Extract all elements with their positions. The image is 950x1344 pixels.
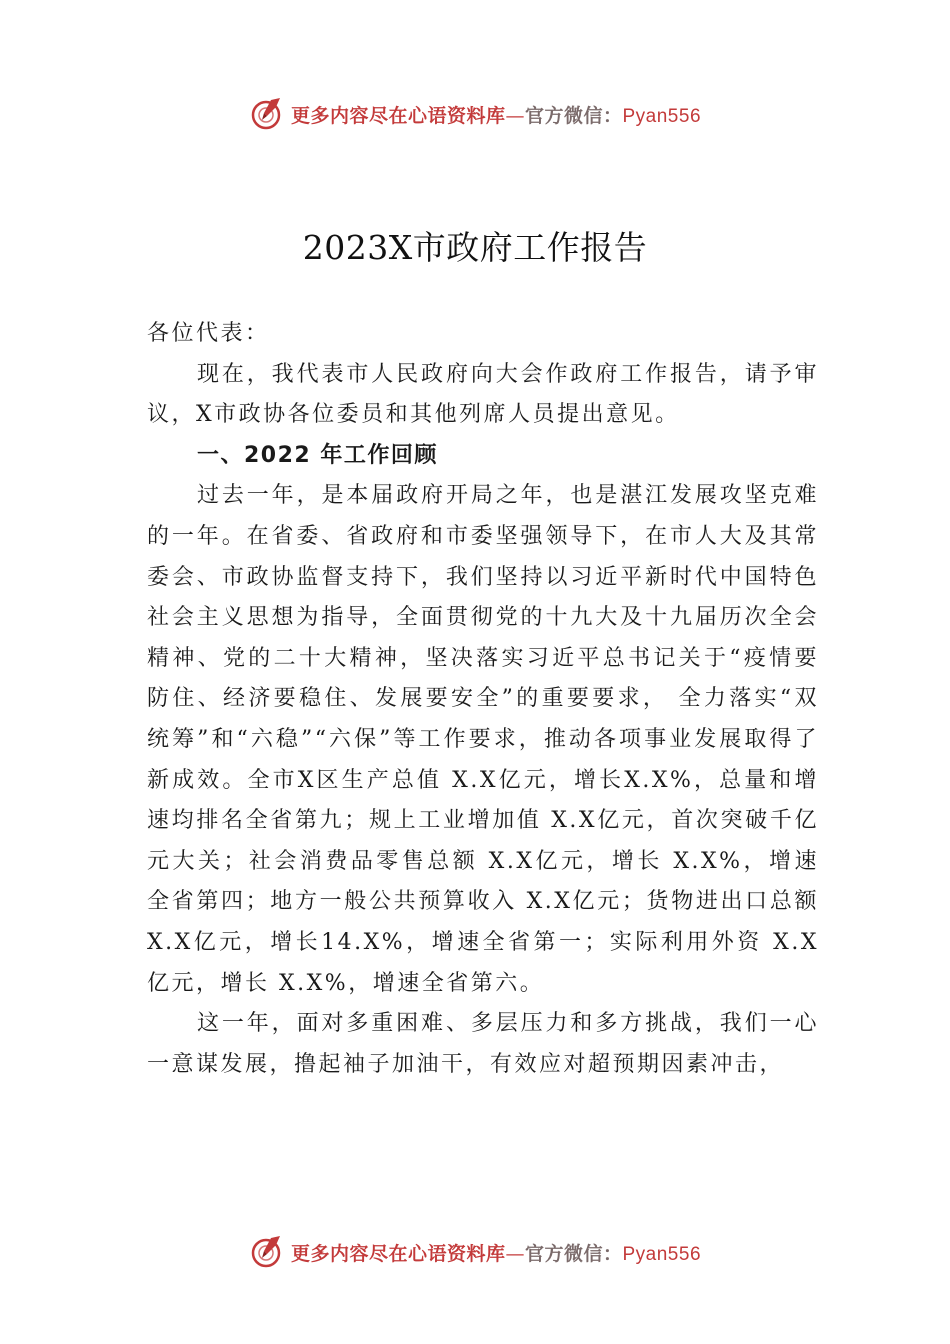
watermark-separator: — [505, 1242, 525, 1265]
section-heading: 一、2022 年工作回顾 [197, 442, 438, 468]
watermark-label: 官方微信： [524, 104, 623, 127]
watermark-footer [0, 1232, 950, 1272]
watermark-main-text: 更多内容尽在心语资料库 [290, 1242, 506, 1265]
watermark-main-text: 更多内容尽在心语资料库 [290, 104, 506, 127]
body-paragraph: 这一年，面对多重困难、多层压力和多方挑战，我们一心一意谋发展，撸起袖子加油干，有效应对超预期因素冲击， [147, 1011, 819, 1077]
watermark-separator: — [505, 104, 525, 127]
watermark-label: 官方微信： [524, 1242, 623, 1265]
watermark-text [291, 1239, 701, 1266]
body-paragraph: 过去一年，是本届政府开局之年，也是湛江发展攻坚克难的一年。在省委、省政府和市委坚强领导下，在市人大及其常委会、市政协监督支持下，我们坚持以习近平新时代中国特色社会主义思想为指导，全面贯彻党的十九大及十九届历次全会精神、党的二十大精神，坚决落实习近平总书记关于“疫情要防住、经济要稳住、发展要安全”的重要要求， 全力落实“双统筹”和“六稳”“六保”等工作要求，推动各项事业发展取得了新成效。全市X区生产总值 X.X亿元，增长X.X%，总量和增速均排名全省第九；规上工业增加值 X.X亿元，首次突破千亿元大关；社会消费品零售总额 X.X亿元，增长 X.X%，增速全省第四；地方一般公共预算收入 X.X亿元；货物进出口总额 X.X亿元，增长14.X%，增速全省第一；实际利用外资 X.X亿元，增长 X.X%，增速全省第六。 [147, 483, 819, 996]
salutation: 各位代表： [147, 321, 270, 346]
intro-paragraph: 现在，我代表市人民政府向大会作政府工作报告，请予审议，X市政协各位委员和其他列席人员提出意见。 [147, 361, 819, 428]
watermark-wechat-id: Pyan556 [622, 1243, 702, 1265]
watermark-wechat-id: Pyan556 [622, 105, 702, 127]
document-body [147, 314, 819, 1085]
brush-logo-icon [249, 96, 285, 132]
watermark-header [0, 94, 950, 134]
watermark-text [291, 101, 701, 128]
brush-logo-icon [249, 1234, 285, 1270]
document-title: 2023X市政府工作报告 [302, 228, 648, 267]
